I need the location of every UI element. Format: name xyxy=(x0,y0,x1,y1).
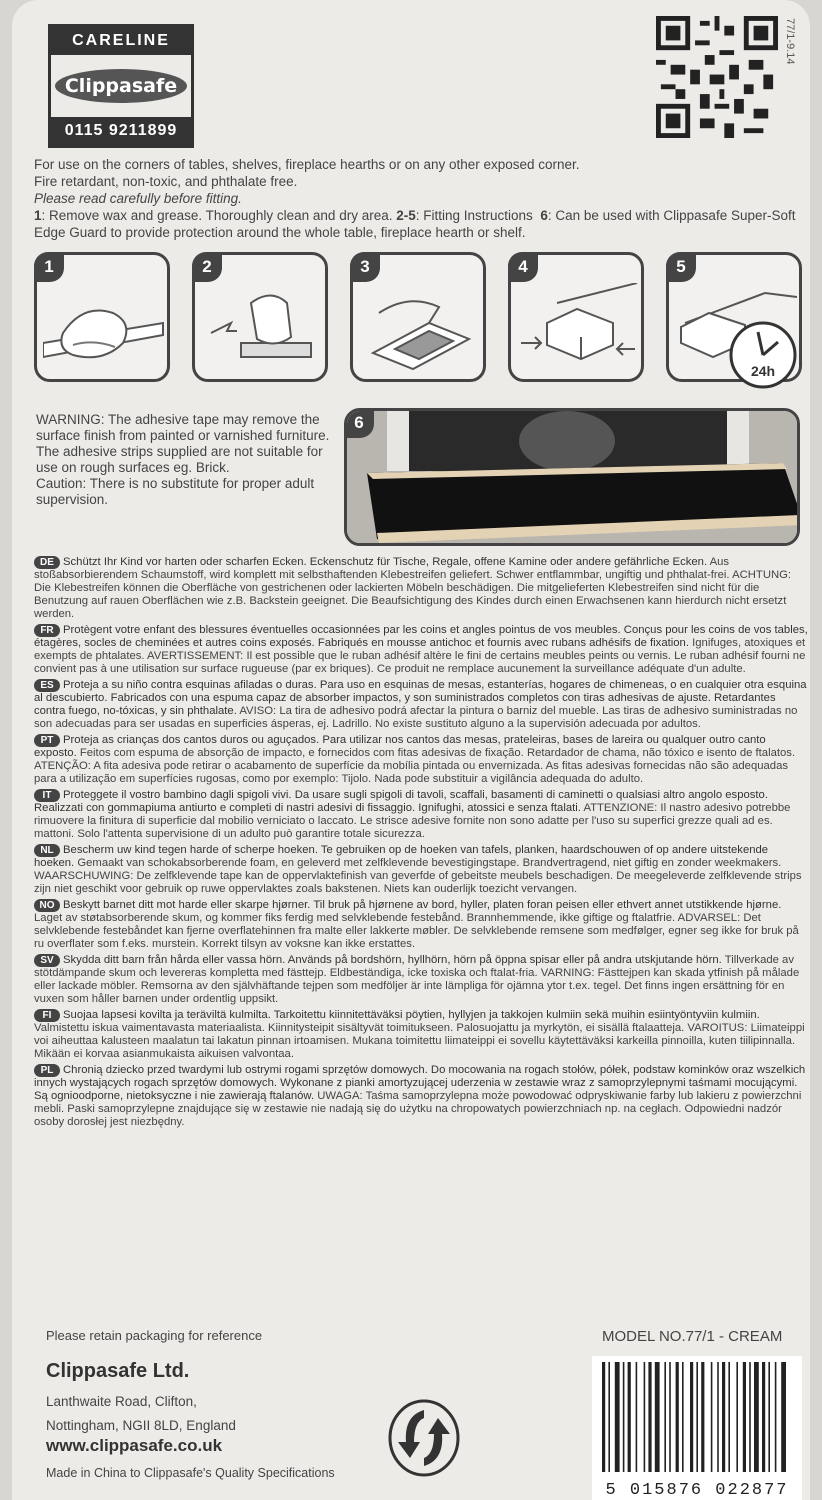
clippasafe-logo xyxy=(51,55,191,117)
step-3-panel xyxy=(350,252,486,382)
barcode-bar xyxy=(690,1362,693,1472)
qr-code-icon xyxy=(656,14,778,140)
step-1-panel xyxy=(34,252,170,382)
barcode-bar xyxy=(648,1362,651,1472)
retain-note: Please retain packaging for reference xyxy=(46,1328,263,1343)
careline-box xyxy=(48,24,194,148)
lang-badge: DE xyxy=(34,556,60,569)
barcode-number: 5 015876 022877 xyxy=(605,1481,789,1500)
company-name: Clippasafe Ltd. xyxy=(46,1360,190,1382)
barcode-bar xyxy=(664,1362,666,1472)
lang-block: NO Beskytt barnet ditt mot harde eller skarpe hjørner. Til bruk på hjørnene av bord, hyller, platen foran peisen eller ethvert annet utstikkende hjørne. Laget av støtabsorberende skum, og kommer fiks ferdig med selvklebende festebånd. Brannhemmende, ikke giftige og ftalatfrie. ADVARSEL: Det selvklebende festebåndet kan fjerne overflatehinnen fra malte eller lakkerte møbler. De selvklebende remsene som medfølger, egner seg ikke for bruk på ru overflater som f.eks. murstein. Korrekt tilsyn av voksne kan ikke erstattes. xyxy=(34,899,799,950)
careline-title: CARELINE xyxy=(51,27,191,55)
careline-phone: 0115 9211899 xyxy=(51,117,191,145)
step-2-panel xyxy=(192,252,328,382)
lang-badge: FI xyxy=(34,1009,60,1022)
cleaning-hand-illustration xyxy=(43,283,165,377)
step-number: 5 xyxy=(666,252,696,282)
product-code: 77/1-9.14 xyxy=(784,18,796,65)
barcode-bar xyxy=(676,1362,679,1472)
barcode-bar xyxy=(628,1362,631,1472)
lang-block: SV Skydda ditt barn från hårda eller vassa hörn. Används på bordshörn, hyllhörn, hörn på öppna spisar eller på andra utskjutande hörn. Tillverkade av stötdämpande skum och levereras kompletta med fästtejp. Eldbeständiga, icke toxiska och ftalat-fria. VARNING: Fästtejpen kan skada ytfinish på målade eller lackade möbler. Remsorna av den självhäftande tejpen som medföljer är inte lämpliga för ojämna ytor t.ex. tegel. Det finns ingen ersättning för en vuxen som håller barnen under ordentlig uppsikt. xyxy=(34,954,800,1005)
lang-block: PL Chronią dziecko przed twardymi lub ostrymi rogami sprzętów domowych. Do mocowania na rogach stołów, półek, podstaw kominków oraz wszelkich innych wystających rogach sprzętów domowych. Wykonane z pianki amortyzującej uderzenia w zestawie wraz z samoprzylepnymi taśmami mocującymi. Są ognioodporne, nietoksyczne i nie zawierają ftalanów. UWAGA: Taśma samoprzylepna może powodować odpryskiwanie farby lub lakieru z powierzchni mebli. Paski samoprzylepne znajdujące się w zestawie nie nadają się do użytku na chropowatych powierzchniach np. na cegłach. Odpowiedni nadzór osoby dorosłej jest niezbędny. xyxy=(34,1064,806,1128)
model-number: MODEL NO.77/1 - CREAM xyxy=(602,1328,783,1345)
intro-line-4: 1: Remove wax and grease. Thoroughly clean and dry area. 2-5: Fitting Instructions 6: Can be used with Clippasafe Super-Soft Edge Guard to provide protection around the whole table, fireplace hearth or shelf. xyxy=(34,208,796,240)
lang-block: IT Proteggete il vostro bambino dagli spigoli vivi. Da usare sugli spigoli di tavoli, scaffali, basamenti di caminetti o qualsiasi altro angolo esposto. Realizzati con gommapiuma antiurto e completi di nastri adesivi di fissaggio. Ignifughi, atossici e senza ftalati. ATTENZIONE: Il nastro adesivo potrebbe rimuovere la finitura di superficie dal mobilio verniciato o laccato. Le strisce adesive fornite non sono adatte per l'uso su superfici grezze quali ad es. mattoni. Solo l'attenta supervisione di un adulto può garantire totale sicurezza. xyxy=(34,789,791,840)
step-number: 6 xyxy=(344,408,374,438)
barcode-bar xyxy=(743,1362,746,1472)
barcode-bar xyxy=(722,1362,725,1472)
intro-line-1: For use on the corners of tables, shelves, fireplace hearths or on any other exposed corner. xyxy=(34,157,580,172)
barcode-bar xyxy=(768,1362,770,1472)
step-number: 2 xyxy=(192,252,222,282)
barcode-bar xyxy=(754,1362,759,1472)
lang-badge: NO xyxy=(34,899,60,912)
barcode-bar xyxy=(775,1362,777,1472)
warning-line-1: WARNING: The adhesive tape may remove the surface finish from painted or varnished furniture. xyxy=(36,412,330,443)
peel-tape-illustration xyxy=(201,283,323,377)
lang-badge: SV xyxy=(34,954,60,967)
barcode-bar xyxy=(762,1362,765,1472)
green-dot-recycle-icon xyxy=(386,1398,462,1478)
clock-label: 24h xyxy=(750,363,776,379)
barcode-bar xyxy=(701,1362,704,1472)
lang-badge: PL xyxy=(34,1064,60,1077)
barcode-bar xyxy=(608,1362,610,1472)
step-number: 4 xyxy=(508,252,538,282)
barcode xyxy=(592,1356,802,1500)
package-back xyxy=(12,0,810,1500)
barcode-bar xyxy=(736,1362,738,1472)
fireplace-hearth-photo xyxy=(347,411,800,546)
multilingual-instructions xyxy=(34,556,810,1132)
intro-line-3: Please read carefully before fitting. xyxy=(34,191,242,206)
lang-badge: IT xyxy=(34,789,60,802)
barcode-bar xyxy=(636,1362,638,1472)
website-url: www.clippasafe.co.uk xyxy=(46,1436,223,1455)
barcode-bar xyxy=(728,1362,730,1472)
barcode-bar xyxy=(711,1362,713,1472)
step-number: 1 xyxy=(34,252,64,282)
warning-text xyxy=(36,412,336,508)
logo-text: Clippasafe xyxy=(55,69,187,103)
barcode-bar xyxy=(644,1362,646,1472)
barcode-bar xyxy=(749,1362,751,1472)
lang-badge: FR xyxy=(34,624,60,637)
barcode-bar xyxy=(655,1362,660,1472)
lang-block: FI Suojaa lapsesi kovilta ja teräviltä kulmilta. Tarkoitettu kiinnitettäväksi pöytien, hyllyjen ja takkojen kulmiin sekä muihin esiintyöntyviin kulmiin. Valmistettu iskua vaimentavasta materiaalista. Kiinnitysteipit sisältyvät toimitukseen. Palosuojattu ja myrkytön, ei sisällä ftalaatteja. VAROITUS: Liimateippi voi aiheuttaa kalusteen maalatun tai lakatun pinnan irtoamisen. Mukana toimitettu liimateippi ei sovellu käytettäväksi karkeilla pinnoilla, kuten tiilipinnalla. Mikään ei korvaa asianmukaista aikuisen valvontaa. xyxy=(34,1009,805,1060)
clock-icon xyxy=(728,320,798,390)
barcode-bar xyxy=(602,1362,605,1472)
lang-block: FR Protègent votre enfant des blessures éventuelles occasionnées par les coins et angles pointus de vos meubles. Conçus pour les coins de vos tables, étagères, socles de cheminées et autres coins exposés. Fabriqués en mousse antichoc et fournis avec rubans adhésifs de fixation. Ignifuges, atoxiques et exempts de phtalates. AVERTISSEMENT: Il est possible que le ruban adhésif altère le fini de certains meubles peints ou vernis. Le ruban adhésif fourni ne convient pas à une utilisation sur surface rugueuse (par ex briques). Ce produit ne remplace aucunement la surveillance adéquate d'un adulte. xyxy=(34,624,808,675)
warning-line-3: Caution: There is no substitute for proper adult supervision. xyxy=(36,476,315,507)
barcode-bar xyxy=(682,1362,684,1472)
step-6-panel xyxy=(344,408,800,546)
press-guard-illustration xyxy=(517,283,639,377)
barcode-bar xyxy=(717,1362,719,1472)
apply-guard-illustration xyxy=(359,283,481,377)
company-address: Lanthwaite Road, Clifton, Nottingham, NGII 8LD, England xyxy=(46,1394,236,1433)
barcode-bar xyxy=(781,1362,786,1472)
barcode-bar xyxy=(669,1362,671,1472)
made-in-note: Made in China to Clippasafe's Quality Specifications xyxy=(46,1466,335,1480)
barcode-bar xyxy=(696,1362,698,1472)
barcode-bar xyxy=(623,1362,625,1472)
lang-block: PT Proteja as crianças dos cantos duros ou aguçados. Para utilizar nos cantos das mesas, prateleiras, bases de lareira ou qualquer outro canto exposto. Feitos com espuma de absorção de impacto, e fornecidos com fitas adesivas de fixação. Retardador de chama, não tóxico e isento de ftalatos. ATENÇÃO: A fita adesiva pode retirar o acabamento de superfície da mobília pintada ou envernizada. As fitas adesivas fornecidas não são adequadas para a utilização em superfícies rugosas, como por exemplo: Tijolo. Nada pode substituir a vigilância adequada do adulto. xyxy=(34,734,796,785)
step-number: 3 xyxy=(350,252,380,282)
lang-block: NL Bescherm uw kind tegen harde of scherpe hoeken. Te gebruiken op de hoeken van tafels, planken, haardschouwen of op andere uitstekende hoeken. Gemaakt van schokabsorberende foam, en geleverd met zelfklevende bevestigingstape. Brandvertragend, niet giftig en zonder weekmakers. WAARSCHUWING: De zelfklevende tape kan de oppervlaktefinish van geverfde of gebeitste meubels beschadigen. De meegeleverde zelfklevende strips zijn niet geschikt voor gebruik op ruwe oppervlaktes zoals bakstenen. Niets kan ouderlijk toezicht vervangen. xyxy=(34,844,802,895)
intro-line-2: Fire retardant, non-toxic, and phthalate free. xyxy=(34,174,298,189)
lang-block: ES Proteja a su niño contra esquinas afiladas o duras. Para uso en esquinas de mesas, estanterías, hogares de chimeneas, o en cualquier otra esquina al descubierto. Fabricados con una espuma capaz de absorber impactos, y son suministrados completos con tiras adhesivas de ajuste. Retardantes contra fuego, no-tóxicas, y sin phthalate. AVISO: La tira de adhesivo podrá afectar la pintura o barniz del mueble. Las tiras de adhesivo suministradas no son adecuadas para ser usadas en superficies ásperas, ej. Ladrillo. No existe sustituto alguno a la supervisión adecuada por adultos. xyxy=(34,679,807,730)
barcode-bar xyxy=(615,1362,620,1472)
lang-badge: NL xyxy=(34,844,60,857)
intro-text xyxy=(34,156,804,241)
lang-badge: ES xyxy=(34,679,60,692)
lang-block: DE Schützt Ihr Kind vor harten oder scharfen Ecken. Eckenschutz für Tische, Regale, offene Kamine oder andere gefährliche Ecken. Aus stoßabsorbierendem Schaumstoff, wird komplett mit selbsthaftenden Klebestreifen geliefert. Schwer entflammbar, ungiftig und phthalat-frei. ACHTUNG: Die Klebestreifen können die Oberfläche von gestrichenen oder lackierten Möbeln beschädigen. Die mitgelieferten Klebestreifen sind nicht für die Benutzung auf rauen Oberflächen wie z.B. Backstein geeignet. Die Beaufsichtigung des Kindes durch einen Erwachsenen kann hierdurch nicht ersetzt werden. xyxy=(34,556,792,620)
lang-badge: PT xyxy=(34,734,60,747)
warning-line-2: The adhesive strips supplied are not suitable for use on rough surfaces eg. Brick. xyxy=(36,444,323,475)
fitting-steps xyxy=(34,252,804,382)
step-4-panel xyxy=(508,252,644,382)
